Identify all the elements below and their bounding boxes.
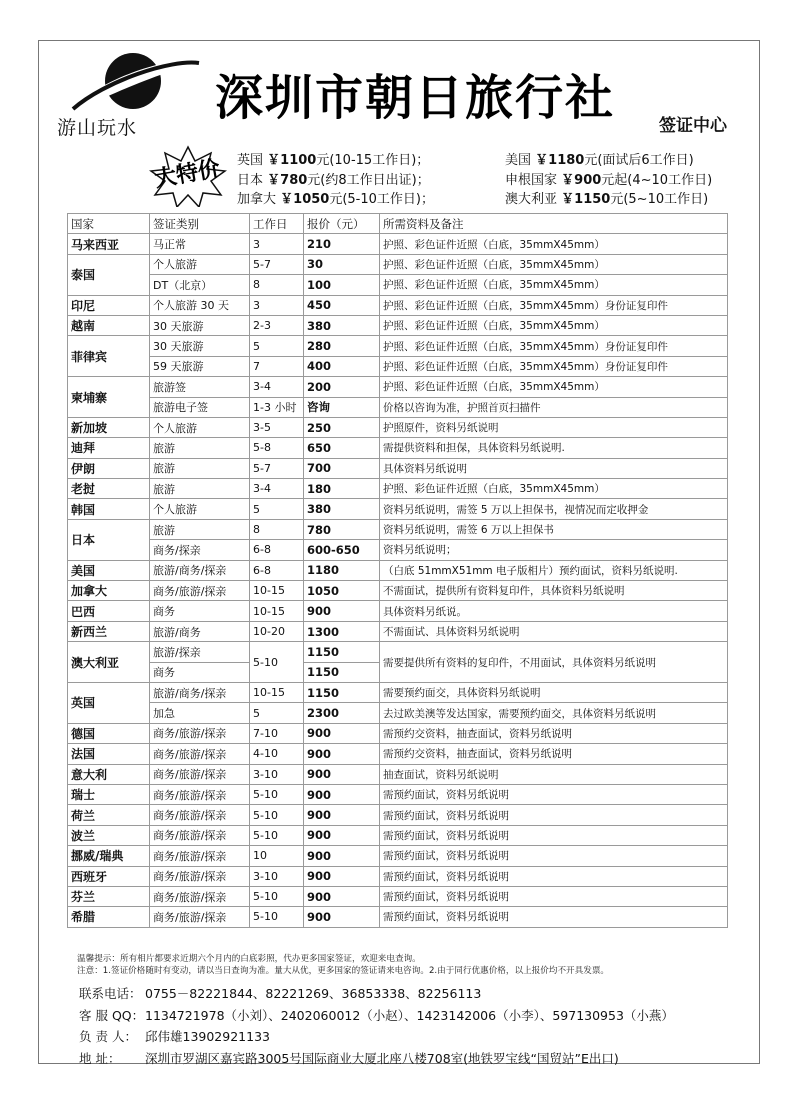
contact-label: 地 址： xyxy=(79,1050,121,1066)
table-row xyxy=(68,703,728,723)
special-price: ￥1050 xyxy=(280,192,330,207)
days-cell: 10-15 xyxy=(250,682,304,702)
price-cell: 1150 xyxy=(304,642,380,662)
days-cell: 5-10 xyxy=(250,825,304,845)
contact-value: 1134721978（小刘）、2402060012（小赵）、1423142006（小李）、597130953（小燕） xyxy=(145,1007,674,1023)
category-cell: 59 天旅游 xyxy=(150,356,250,376)
note-cell: 资料另纸说明，需签 5 万以上担保书，视情况而定收押金 xyxy=(380,499,728,519)
note-cell: 具体资料另纸说。 xyxy=(380,601,728,621)
special-item xyxy=(237,171,505,191)
country-cell: 柬埔寨 xyxy=(68,377,150,418)
category-cell: 商务/旅游/探亲 xyxy=(150,907,250,927)
category-cell: 旅游 xyxy=(150,438,250,458)
days-cell: 10-15 xyxy=(250,601,304,621)
days-cell: 3-4 xyxy=(250,479,304,499)
logo-text: 游山玩水 xyxy=(57,117,138,139)
table-row xyxy=(68,642,728,662)
note-cell: 护照、彩色证件近照（白底，35mmX45mm） xyxy=(380,234,728,254)
note-cell: 需预约交资料，抽查面试，资料另纸说明 xyxy=(380,723,728,743)
price-cell: 2300 xyxy=(304,703,380,723)
table-row xyxy=(68,886,728,906)
country-cell: 泰国 xyxy=(68,254,150,295)
special-detail: 元(10-15工作日)； xyxy=(316,153,430,168)
category-cell: 旅游/商务 xyxy=(150,621,250,641)
category-cell: 旅游/探亲 xyxy=(150,642,250,662)
category-cell: 商务/旅游/探亲 xyxy=(150,764,250,784)
category-cell: 30 天旅游 xyxy=(150,315,250,335)
price-cell: 250 xyxy=(304,417,380,437)
note-cell: （白底 51mmX51mm 电子版相片）预约面试，资料另纸说明. xyxy=(380,560,728,580)
category-cell: 商务/探亲 xyxy=(150,540,250,560)
special-country: 澳大利亚 xyxy=(505,192,558,207)
days-cell: 5-10 xyxy=(250,907,304,927)
price-cell: 100 xyxy=(304,275,380,295)
category-cell: DT（北京） xyxy=(150,275,250,295)
price-cell: 400 xyxy=(304,356,380,376)
price-cell: 780 xyxy=(304,519,380,539)
country-cell: 伊朗 xyxy=(68,458,150,478)
contact-label: 客 服 QQ： xyxy=(79,1007,145,1023)
special-price-badge: 大特价 xyxy=(152,156,223,193)
table-row xyxy=(68,519,728,539)
note-cell: 护照、彩色证件近照（白底，35mmX45mm） xyxy=(380,315,728,335)
country-cell: 巴西 xyxy=(68,601,150,621)
price-cell: 咨询 xyxy=(304,397,380,417)
days-cell: 5-8 xyxy=(250,438,304,458)
days-cell: 5 xyxy=(250,499,304,519)
table-row xyxy=(68,581,728,601)
table-row xyxy=(68,825,728,845)
country-cell: 印尼 xyxy=(68,295,150,315)
category-cell: 旅游/商务/探亲 xyxy=(150,560,250,580)
days-cell: 10-15 xyxy=(250,581,304,601)
country-cell: 荷兰 xyxy=(68,805,150,825)
category-cell: 30 天旅游 xyxy=(150,336,250,356)
category-cell: 商务/旅游/探亲 xyxy=(150,784,250,804)
days-cell: 5-10 xyxy=(250,642,304,683)
category-cell: 商务/旅游/探亲 xyxy=(150,581,250,601)
country-cell: 澳大利亚 xyxy=(68,642,150,683)
note-cell: 需预约面试，资料另纸说明 xyxy=(380,846,728,866)
table-row xyxy=(68,805,728,825)
table-row xyxy=(68,275,728,295)
price-cell: 450 xyxy=(304,295,380,315)
note-cell: 护照、彩色证件近照（白底，35mmX45mm）身份证复印件 xyxy=(380,295,728,315)
days-cell: 1-3 小时 xyxy=(250,397,304,417)
price-cell: 900 xyxy=(304,723,380,743)
price-cell: 900 xyxy=(304,846,380,866)
price-cell: 900 xyxy=(304,744,380,764)
note-cell: 护照、彩色证件近照（白底，35mmX45mm）身份证复印件 xyxy=(380,356,728,376)
price-cell: 1300 xyxy=(304,621,380,641)
note-cell: 护照、彩色证件近照（白底，35mmX45mm） xyxy=(380,254,728,274)
special-price: ￥1180 xyxy=(535,153,585,168)
table-row xyxy=(68,315,728,335)
note-cell: 护照、彩色证件近照（白底，35mmX45mm）身份证复印件 xyxy=(380,336,728,356)
note-cell: 资料另纸说明，需签 6 万以上担保书 xyxy=(380,519,728,539)
days-cell: 5 xyxy=(250,336,304,356)
table-header-row xyxy=(68,214,728,234)
category-cell: 旅游 xyxy=(150,519,250,539)
category-cell: 商务/旅游/探亲 xyxy=(150,805,250,825)
table-row xyxy=(68,377,728,397)
country-cell: 迪拜 xyxy=(68,438,150,458)
note-cell: 资料另纸说明； xyxy=(380,540,728,560)
agency-title: 深圳市朝日旅行社 xyxy=(215,70,616,126)
category-cell: 商务/旅游/探亲 xyxy=(150,723,250,743)
price-cell: 900 xyxy=(304,805,380,825)
special-country: 加拿大 xyxy=(237,192,277,207)
days-cell: 5-10 xyxy=(250,805,304,825)
note-cell: 需预约面试，资料另纸说明 xyxy=(380,907,728,927)
category-cell: 旅游 xyxy=(150,458,250,478)
tips xyxy=(77,953,609,977)
note-cell: 需预约面试，资料另纸说明 xyxy=(380,805,728,825)
country-cell: 菲律宾 xyxy=(68,336,150,377)
days-cell: 5-10 xyxy=(250,784,304,804)
category-cell: 商务/旅游/探亲 xyxy=(150,866,250,886)
note-cell: 不需面试，提供所有资料复印件，具体资料另纸说明 xyxy=(380,581,728,601)
note-cell: 需预约面试，资料另纸说明 xyxy=(380,784,728,804)
days-cell: 4-10 xyxy=(250,744,304,764)
table-row xyxy=(68,479,728,499)
note-cell: 不需面试、具体资料另纸说明 xyxy=(380,621,728,641)
special-item xyxy=(237,190,505,210)
special-price: ￥1150 xyxy=(561,192,611,207)
col-header-category: 签证类别 xyxy=(150,214,250,234)
days-cell: 6-8 xyxy=(250,560,304,580)
category-cell: 旅游/商务/探亲 xyxy=(150,682,250,702)
country-cell: 意大利 xyxy=(68,764,150,784)
contact-value: 0755－82221844、82221269、36853338、82256113 xyxy=(145,986,482,1001)
table-row xyxy=(68,499,728,519)
price-cell: 900 xyxy=(304,886,380,906)
price-cell: 280 xyxy=(304,336,380,356)
days-cell: 8 xyxy=(250,275,304,295)
special-country: 申根国家 xyxy=(505,172,558,188)
price-cell: 380 xyxy=(304,315,380,335)
days-cell: 7 xyxy=(250,356,304,376)
special-prices xyxy=(237,151,712,210)
days-cell: 6-8 xyxy=(250,540,304,560)
table-row xyxy=(68,784,728,804)
special-detail: 元(5-10工作日)； xyxy=(329,192,434,207)
price-cell: 900 xyxy=(304,601,380,621)
contact-label: 联系电话： xyxy=(79,986,142,1001)
table-row xyxy=(68,254,728,274)
note-cell: 需提供资料和担保，具体资料另纸说明. xyxy=(380,438,728,458)
category-cell: 商务/旅游/探亲 xyxy=(150,825,250,845)
price-cell: 180 xyxy=(304,479,380,499)
table-row xyxy=(68,417,728,437)
table-row xyxy=(68,621,728,641)
price-cell: 900 xyxy=(304,764,380,784)
price-cell: 1180 xyxy=(304,560,380,580)
price-cell: 900 xyxy=(304,907,380,927)
note-cell: 具体资料另纸说明 xyxy=(380,458,728,478)
days-cell: 5 xyxy=(250,703,304,723)
special-row xyxy=(237,171,712,191)
days-cell: 8 xyxy=(250,519,304,539)
col-header-notes: 所需资料及备注 xyxy=(380,214,728,234)
country-cell: 法国 xyxy=(68,744,150,764)
note-cell: 护照、彩色证件近照（白底，35mmX45mm） xyxy=(380,479,728,499)
category-cell: 个人旅游 xyxy=(150,499,250,519)
price-cell: 1150 xyxy=(304,662,380,682)
days-cell: 7-10 xyxy=(250,723,304,743)
country-cell: 新西兰 xyxy=(68,621,150,641)
tips-line-2: 注意：1.签证价格随时有变动，请以当日查询为准。量大从优，更多国家的签证请来电咨询。2.由于同行优惠价格，以上报价均不开具发票。 xyxy=(77,966,610,976)
price-cell: 900 xyxy=(304,825,380,845)
note-cell: 护照、彩色证件近照（白底，35mmX45mm） xyxy=(380,275,728,295)
country-cell: 西班牙 xyxy=(68,866,150,886)
col-header-days: 工作日 xyxy=(250,214,304,234)
table-row xyxy=(68,295,728,315)
note-cell: 抽查面试，资料另纸说明 xyxy=(380,764,728,784)
category-cell: 加急 xyxy=(150,703,250,723)
table-row xyxy=(68,560,728,580)
table-row xyxy=(68,723,728,743)
days-cell: 3-10 xyxy=(250,866,304,886)
special-detail: 元(面试后6工作日) xyxy=(584,153,694,168)
contact-value: 邱伟雄13902921133 xyxy=(145,1029,270,1044)
country-cell: 希腊 xyxy=(68,907,150,927)
contact-line xyxy=(79,1048,674,1070)
table-row xyxy=(68,438,728,458)
country-cell: 越南 xyxy=(68,315,150,335)
country-cell: 加拿大 xyxy=(68,581,150,601)
price-cell: 380 xyxy=(304,499,380,519)
contact-line xyxy=(79,1005,674,1027)
note-cell: 需要预约面交，具体资料另纸说明 xyxy=(380,682,728,702)
price-cell: 1150 xyxy=(304,682,380,702)
special-item xyxy=(237,151,505,171)
note-cell: 需预约交资料，抽查面试，资料另纸说明 xyxy=(380,744,728,764)
category-cell: 商务 xyxy=(150,601,250,621)
special-country: 英国 xyxy=(237,153,264,168)
days-cell: 3-4 xyxy=(250,377,304,397)
country-cell: 德国 xyxy=(68,723,150,743)
special-detail: 元(约8工作日出证)； xyxy=(307,172,430,188)
table-row xyxy=(68,397,728,417)
country-cell: 老挝 xyxy=(68,479,150,499)
note-cell: 需要提供所有资料的复印件，不用面试，具体资料另纸说明 xyxy=(380,642,728,683)
country-cell: 日本 xyxy=(68,519,150,560)
table-row xyxy=(68,764,728,784)
special-detail: 元起(4~10工作日) xyxy=(601,172,713,188)
special-detail: 元(5~10工作日) xyxy=(610,192,709,207)
category-cell: 旅游签 xyxy=(150,377,250,397)
note-cell: 需预约面试，资料另纸说明 xyxy=(380,866,728,886)
table-row xyxy=(68,866,728,886)
visa-price-table xyxy=(67,213,728,928)
tips-line-1: 温馨提示：所有相片都要求近期六个月内的白底彩照，代办更多国家签证，欢迎来电查询。 xyxy=(77,954,421,964)
special-price: ￥1100 xyxy=(267,153,317,168)
category-cell: 个人旅游 xyxy=(150,254,250,274)
table-row xyxy=(68,682,728,702)
contact-line xyxy=(79,983,674,1005)
country-cell: 韩国 xyxy=(68,499,150,519)
days-cell: 3 xyxy=(250,295,304,315)
price-cell: 700 xyxy=(304,458,380,478)
table-row xyxy=(68,744,728,764)
category-cell: 旅游电子签 xyxy=(150,397,250,417)
contact-value: 深圳市罗湖区嘉宾路3005号国际商业大厦北座八楼708室(地铁罗宝线“国贸站”E出口) xyxy=(145,1050,619,1066)
table-row xyxy=(68,356,728,376)
table-row xyxy=(68,234,728,254)
note-cell: 需预约面试，资料另纸说明 xyxy=(380,825,728,845)
days-cell: 2-3 xyxy=(250,315,304,335)
category-cell: 商务/旅游/探亲 xyxy=(150,886,250,906)
country-cell: 芬兰 xyxy=(68,886,150,906)
note-cell: 价格以咨询为准，护照首页扫描件 xyxy=(380,397,728,417)
note-cell: 护照、彩色证件近照（白底，35mmX45mm） xyxy=(380,377,728,397)
category-cell: 个人旅游 xyxy=(150,417,250,437)
category-cell: 商务/旅游/探亲 xyxy=(150,744,250,764)
table-row xyxy=(68,846,728,866)
table-row xyxy=(68,907,728,927)
table-row xyxy=(68,336,728,356)
table-row xyxy=(68,458,728,478)
category-cell: 旅游 xyxy=(150,479,250,499)
note-cell: 需预约面试，资料另纸说明 xyxy=(380,886,728,906)
table-row xyxy=(68,540,728,560)
visa-price-sheet xyxy=(38,40,760,1064)
note-cell: 护照原件，资料另纸说明 xyxy=(380,417,728,437)
price-cell: 650 xyxy=(304,438,380,458)
special-country: 日本 xyxy=(237,172,264,188)
price-cell: 900 xyxy=(304,866,380,886)
special-row xyxy=(237,190,712,210)
days-cell: 5-10 xyxy=(250,886,304,906)
country-cell: 新加坡 xyxy=(68,417,150,437)
price-cell: 900 xyxy=(304,784,380,804)
agency-subtitle: 签证中心 xyxy=(659,116,727,136)
price-cell: 210 xyxy=(304,234,380,254)
price-cell: 30 xyxy=(304,254,380,274)
note-cell: 去过欧美澳等发达国家，需要预约面交，具体资料另纸说明 xyxy=(380,703,728,723)
days-cell: 10 xyxy=(250,846,304,866)
country-cell: 波兰 xyxy=(68,825,150,845)
country-cell: 挪威/瑞典 xyxy=(68,846,150,866)
special-country: 美国 xyxy=(505,153,532,168)
contact-line xyxy=(79,1026,674,1048)
special-price: ￥780 xyxy=(267,172,308,188)
category-cell: 个人旅游 30 天 xyxy=(150,295,250,315)
special-price: ￥900 xyxy=(561,172,602,188)
col-header-country: 国家 xyxy=(68,214,150,234)
price-cell: 600-650 xyxy=(304,540,380,560)
days-cell: 5-7 xyxy=(250,458,304,478)
days-cell: 3-10 xyxy=(250,764,304,784)
col-header-price: 报价（元） xyxy=(304,214,380,234)
category-cell: 商务 xyxy=(150,662,250,682)
special-item xyxy=(505,190,708,210)
contact-info xyxy=(79,983,674,1069)
days-cell: 3-5 xyxy=(250,417,304,437)
price-cell: 1050 xyxy=(304,581,380,601)
table-row xyxy=(68,601,728,621)
days-cell: 3 xyxy=(250,234,304,254)
country-cell: 美国 xyxy=(68,560,150,580)
country-cell: 英国 xyxy=(68,682,150,723)
category-cell: 商务/旅游/探亲 xyxy=(150,846,250,866)
special-item xyxy=(505,151,694,171)
price-cell: 200 xyxy=(304,377,380,397)
days-cell: 5-7 xyxy=(250,254,304,274)
special-row xyxy=(237,151,712,171)
days-cell: 10-20 xyxy=(250,621,304,641)
contact-label: 负 责 人： xyxy=(79,1029,137,1044)
country-cell: 瑞士 xyxy=(68,784,150,804)
special-item xyxy=(505,171,712,191)
category-cell: 马正常 xyxy=(150,234,250,254)
country-cell: 马来西亚 xyxy=(68,234,150,254)
